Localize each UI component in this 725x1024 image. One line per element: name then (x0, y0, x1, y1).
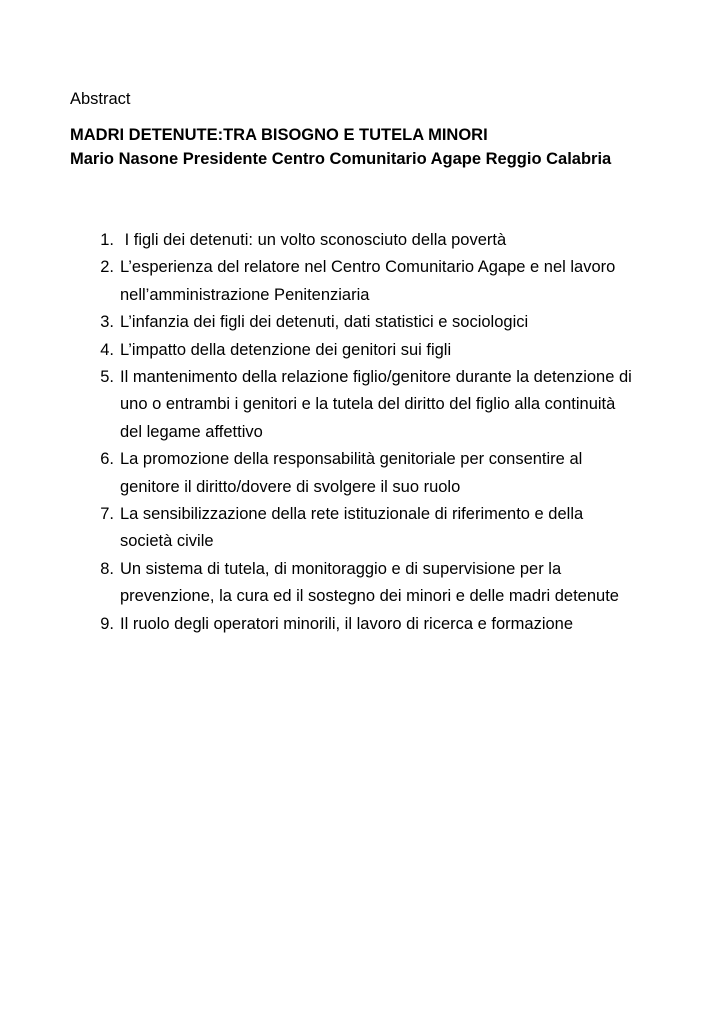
list-item (70, 611, 670, 638)
document-content (70, 87, 670, 638)
list-item-text: Il mantenimento della relazione figlio/genitore durante la detenzione di uno o entrambi i genitori e la tutela del diritto del figlio alla continuità del legame affettivo (120, 368, 632, 441)
list-item (70, 446, 670, 501)
list-item (70, 501, 670, 556)
list-item-text: Un sistema di tutela, di monitoraggio e di supervisione per la prevenzione, la cura ed il sostegno dei minori e delle madri detenute (120, 559, 619, 606)
list-item-text: I figli dei detenuti: un volto sconosciuto della povertà (120, 231, 507, 249)
list-item-number: 6. (100, 450, 114, 469)
list-item (70, 309, 670, 336)
list-item-number: 7. (100, 505, 114, 524)
list-item-text: L’impatto della detenzione dei genitori sui figli (120, 340, 452, 359)
topics-list (70, 227, 670, 638)
list-item-number: 9. (100, 614, 114, 633)
list-item-number: 2. (100, 258, 114, 277)
section-label: Abstract (70, 90, 131, 108)
list-item-text: L’esperienza del relatore nel Centro Comunitario Agape e nel lavoro nell’amministrazione Penitenziaria (120, 258, 616, 304)
list-item-text: Il ruolo degli operatori minorili, il lavoro di ricerca e formazione (120, 614, 574, 633)
list-item (70, 337, 670, 364)
document-title: MADRI DETENUTE:TRA BISOGNO E TUTELA MINORI (70, 126, 488, 144)
list-item-number: 8. (100, 559, 114, 578)
list-item (70, 364, 670, 446)
list-item (70, 556, 670, 611)
list-item-number: 4. (100, 340, 114, 359)
list-item-text: La promozione della responsabilità genitoriale per consentire al genitore il diritto/dovere di svolgere il suo ruolo (120, 450, 583, 496)
list-item-text: La sensibilizzazione della rete istituzionale di riferimento e della società civile (120, 505, 584, 551)
list-item-text: L’infanzia dei figli dei detenuti, dati statistici e sociologici (120, 313, 529, 332)
list-item (70, 227, 670, 254)
document-author: Mario Nasone Presidente Centro Comunitario Agape Reggio Calabria (70, 150, 612, 168)
list-item-number: 5. (100, 368, 114, 387)
list-item (70, 254, 670, 309)
list-item-number: 1. (100, 231, 114, 249)
list-item-number: 3. (100, 313, 114, 332)
